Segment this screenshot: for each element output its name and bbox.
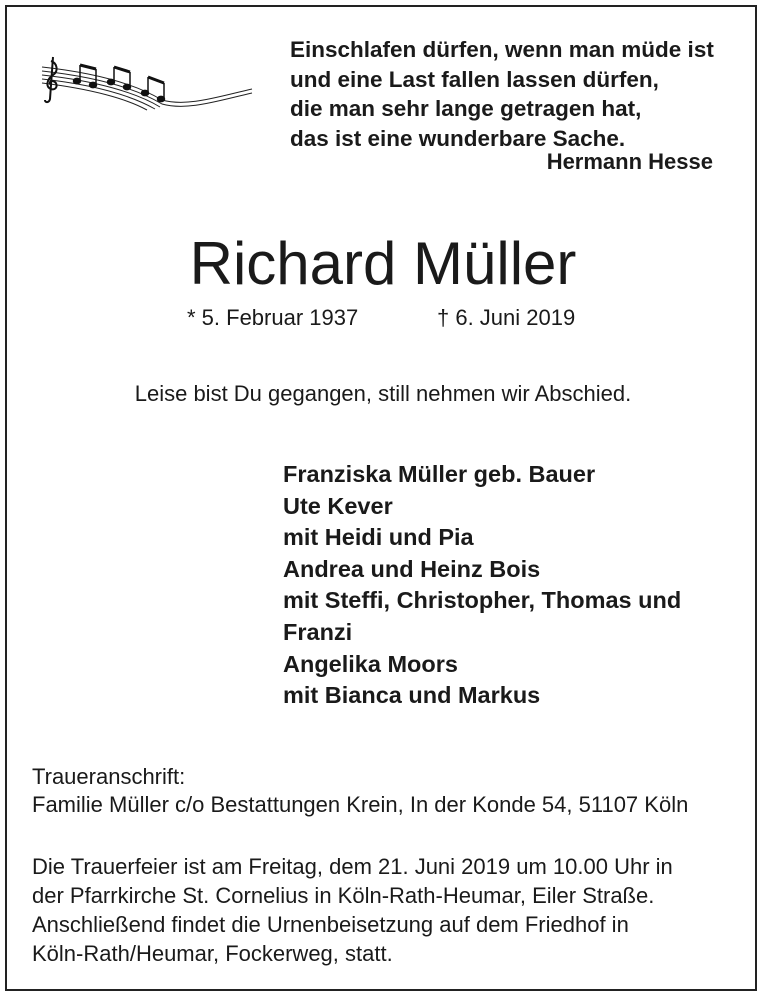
ceremony-line: Anschließend findet die Urnenbeisetzung auf dem Friedhof in <box>32 912 629 937</box>
quote-line: das ist eine wunderbare Sache. <box>290 125 626 151</box>
mourner-line: Angelika Moors <box>283 650 458 677</box>
address-text: Familie Müller c/o Bestattungen Krein, In der Konde 54, 51107 Köln <box>32 792 689 817</box>
hesse-quote <box>290 35 714 153</box>
mourner-line: Ute Kever <box>283 492 393 519</box>
quote-line: die man sehr lange getragen hat, <box>290 96 642 121</box>
ceremony-line: Die Trauerfeier ist am Freitag, dem 21. Juni 2019 um 10.00 Uhr in <box>32 854 673 879</box>
address-label: Traueranschrift: <box>32 764 186 789</box>
mourners-list <box>283 459 681 712</box>
mourner-line: mit Bianca und Markus <box>283 682 541 709</box>
obituary-notice <box>5 5 757 991</box>
ceremony-line: Köln-Rath/Heumar, Fockerweg, statt. <box>32 941 393 966</box>
farewell-line: Leise bist Du gegangen, still nehmen wir Abschied. <box>134 381 632 406</box>
mourner-line: Franziska Müller geb. Bauer <box>283 461 596 487</box>
death-date: † 6. Juni 2019 <box>437 305 576 330</box>
ceremony-line: der Pfarrkirche St. Cornelius in Köln-Rath-Heumar, Eiler Straße. <box>32 883 655 908</box>
quote-author: Hermann Hesse <box>546 149 713 174</box>
mourner-line: mit Steffi, Christopher, Thomas und <box>283 587 682 614</box>
quote-line: Einschlafen dürfen, wenn man müde ist <box>290 37 714 62</box>
mourner-line: Franzi <box>283 618 353 645</box>
quote-line: und eine Last fallen lassen dürfen, <box>290 66 659 92</box>
deceased-name: Richard Müller <box>189 230 577 297</box>
mourner-line: mit Heidi und Pia <box>283 524 474 551</box>
ceremony-info <box>32 852 673 968</box>
mourner-line: Andrea und Heinz Bois <box>283 555 541 582</box>
birth-date: * 5. Februar 1937 <box>187 305 359 330</box>
music-staff-icon <box>37 55 257 115</box>
